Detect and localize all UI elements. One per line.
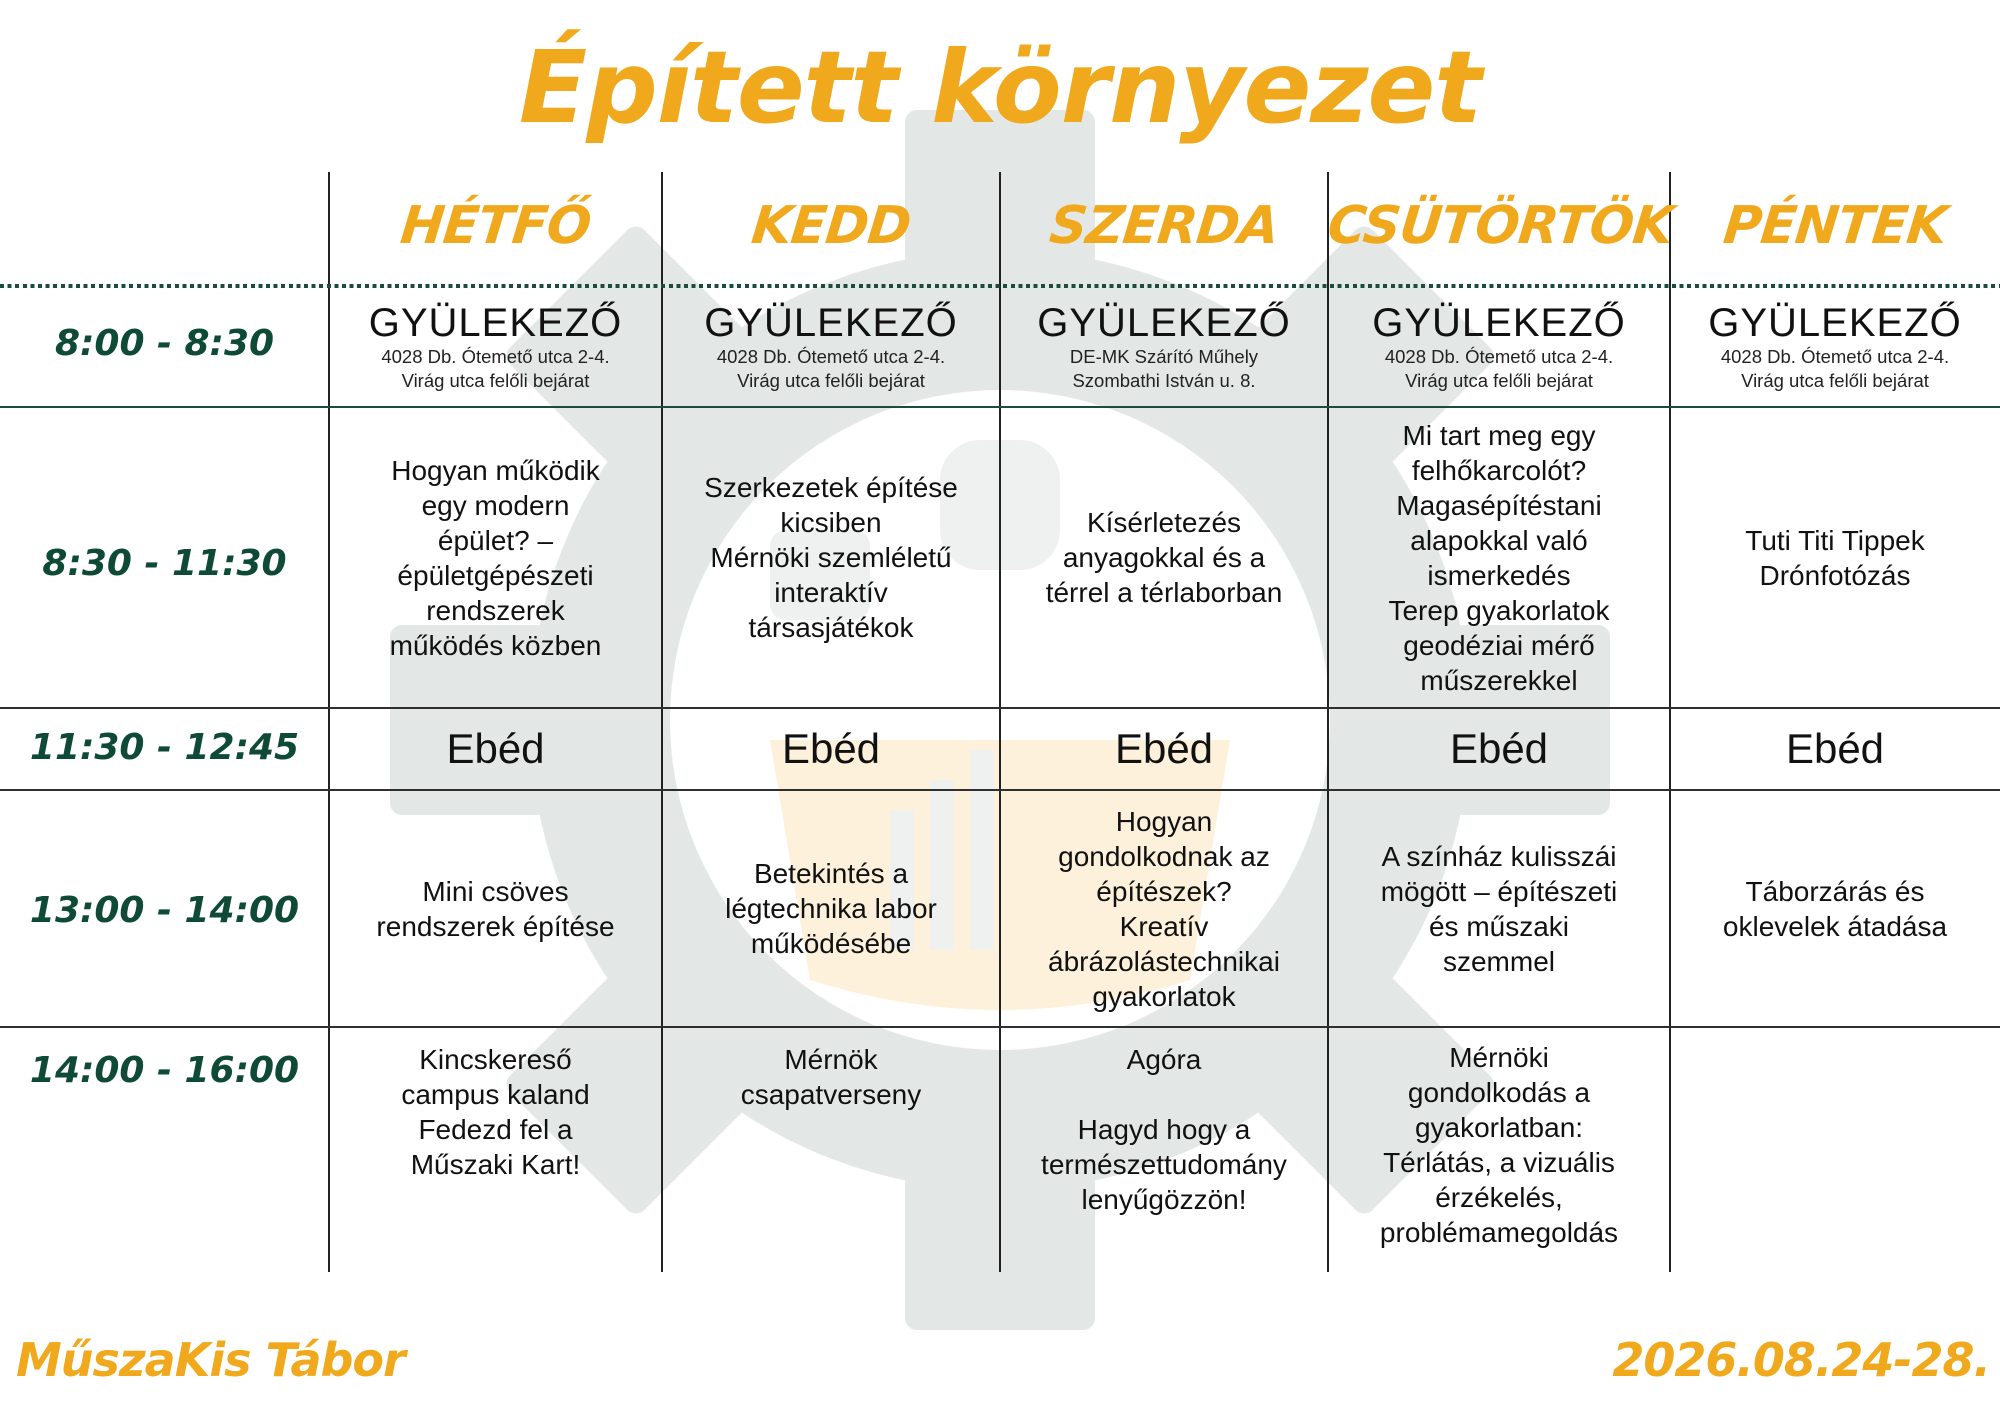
activity-line: szemmel bbox=[1442, 945, 1555, 977]
activity-line: problémamegoldás bbox=[1379, 1217, 1619, 1248]
activity-line: Szerkezetek építése bbox=[704, 472, 958, 503]
activity-line: geodéziai mérő bbox=[1403, 629, 1595, 661]
activity-line: Mini csöves bbox=[422, 875, 569, 907]
gathering-cell bbox=[1328, 288, 1670, 406]
activity-line: Hogyan bbox=[1115, 805, 1213, 837]
activity-line: interaktív bbox=[774, 577, 888, 608]
activity-line: rendszerek bbox=[426, 594, 565, 626]
time-label: 14:00 - 16:00 bbox=[29, 1050, 300, 1091]
gathering-address: Virág utca felőli bejárat bbox=[1405, 370, 1593, 391]
lunch-cell: Ebéd bbox=[781, 725, 881, 772]
day-header-thursday: CSÜTÖRTÖK bbox=[1324, 196, 1676, 256]
lunch-cell: Ebéd bbox=[1449, 725, 1549, 772]
late-afternoon-cell bbox=[1328, 1028, 1670, 1272]
activity-line: Kreatív bbox=[1119, 910, 1209, 942]
activity-line: Térlátás, a vizuális bbox=[1383, 1147, 1615, 1178]
activity-line: épület? – bbox=[437, 524, 554, 556]
gathering-cell bbox=[662, 288, 1000, 406]
activity-line: A színház kulisszái bbox=[1381, 840, 1617, 872]
activity-line: felhőkarcolót? bbox=[1411, 454, 1587, 486]
early-afternoon-cell bbox=[1670, 791, 2000, 1026]
activity-line: Táborzárás és bbox=[1745, 875, 1925, 907]
gathering-cell bbox=[1000, 288, 1328, 406]
activity-line: épületgépészeti bbox=[397, 559, 594, 591]
activity-line: Mi tart meg egy bbox=[1402, 419, 1596, 451]
activity-line: mögött – építészeti bbox=[1380, 875, 1618, 907]
gathering-cell bbox=[1670, 288, 2000, 406]
gathering-cell bbox=[329, 288, 662, 406]
activity-line: Hagyd hogy a bbox=[1077, 1114, 1251, 1145]
activity-line: csapatverseny bbox=[740, 1079, 922, 1110]
activity-line: gyakorlatban: bbox=[1414, 1112, 1584, 1143]
gathering-address: Szombathi István u. 8. bbox=[1072, 370, 1256, 391]
activity-line: Fedezd fel a bbox=[418, 1114, 573, 1145]
activity-line: Mérnöki bbox=[1449, 1042, 1549, 1073]
activity-line: rendszerek építése bbox=[376, 910, 615, 942]
activity-line: műszerekkel bbox=[1420, 664, 1578, 696]
activity-line: lenyűgözzön! bbox=[1081, 1184, 1247, 1215]
gathering-title: GYÜLEKEZŐ bbox=[1037, 301, 1291, 345]
lunch-cell: Ebéd bbox=[446, 725, 545, 772]
activity-line: campus kaland bbox=[401, 1079, 590, 1110]
day-header-friday: PÉNTEK bbox=[1720, 196, 1950, 256]
activity-line: Kincskereső bbox=[419, 1044, 572, 1075]
activity-line: kicsiben bbox=[780, 507, 882, 538]
activity-line: légtechnika labor bbox=[725, 893, 937, 924]
activity-line: Mérnök bbox=[784, 1044, 878, 1075]
activity-line: alapokkal való bbox=[1410, 524, 1588, 556]
morning-cell bbox=[1000, 408, 1328, 707]
morning-cell bbox=[1670, 408, 2000, 707]
day-header-monday: HÉTFŐ bbox=[397, 196, 594, 256]
activity-line: érzékelés, bbox=[1435, 1182, 1563, 1213]
activity-line: Betekintés a bbox=[753, 858, 909, 889]
gathering-address: 4028 Db. Ótemető utca 2-4. bbox=[1720, 346, 1950, 367]
lunch-cell: Ebéd bbox=[1785, 725, 1885, 772]
activity-line: Hogyan működik bbox=[391, 454, 600, 486]
activity-line: működés közben bbox=[389, 629, 602, 661]
activity-line: Tuti Titi Tippek bbox=[1745, 524, 1925, 556]
activity-line: Terep gyakorlatok bbox=[1388, 594, 1610, 626]
activity-line: építészek? bbox=[1096, 875, 1232, 907]
gathering-title: GYÜLEKEZŐ bbox=[1708, 301, 1962, 345]
activity-line: működésébe bbox=[750, 928, 912, 959]
gathering-address: Virág utca felőli bejárat bbox=[1741, 370, 1929, 391]
activity-line: és műszaki bbox=[1428, 910, 1570, 942]
time-label: 13:00 - 14:00 bbox=[29, 890, 300, 931]
gathering-address: 4028 Db. Ótemető utca 2-4. bbox=[381, 346, 610, 367]
late-afternoon-cell bbox=[329, 1028, 662, 1272]
camp-dates: 2026.08.24-28. bbox=[1612, 1333, 1990, 1387]
gathering-title: GYÜLEKEZŐ bbox=[1372, 301, 1626, 345]
activity-line: Magasépítéstani bbox=[1396, 489, 1602, 521]
time-label: 8:00 - 8:30 bbox=[54, 323, 275, 364]
activity-line: Drónfotózás bbox=[1759, 559, 1911, 591]
gathering-address: DE-MK Szárító Műhely bbox=[1069, 346, 1259, 367]
gathering-title: GYÜLEKEZŐ bbox=[704, 301, 958, 345]
time-label: 11:30 - 12:45 bbox=[29, 727, 300, 768]
morning-cell bbox=[1328, 408, 1670, 707]
activity-line: természettudomány bbox=[1041, 1149, 1287, 1180]
activity-line: térrel a térlaborban bbox=[1045, 577, 1283, 608]
late-afternoon-cell bbox=[662, 1028, 1000, 1272]
page-title: Épített környezet bbox=[518, 29, 1482, 146]
morning-cell bbox=[662, 408, 1000, 707]
activity-line: Kísérletezés bbox=[1086, 507, 1242, 538]
late-afternoon-cell bbox=[1000, 1028, 1328, 1272]
activity-line: anyagokkal és a bbox=[1062, 542, 1266, 573]
morning-cell bbox=[329, 408, 662, 707]
activity-line: gondolkodnak az bbox=[1058, 840, 1270, 872]
gathering-address: Virág utca felőli bejárat bbox=[401, 370, 590, 391]
activity-line: gondolkodás a bbox=[1407, 1077, 1591, 1108]
activity-line: társasjátékok bbox=[748, 612, 914, 643]
lunch-cell: Ebéd bbox=[1114, 725, 1214, 772]
gathering-title: GYÜLEKEZŐ bbox=[368, 301, 623, 345]
activity-line: Agóra bbox=[1126, 1044, 1202, 1075]
gathering-address: 4028 Db. Ótemető utca 2-4. bbox=[1384, 346, 1614, 367]
late-afternoon-cell-empty bbox=[1670, 1028, 2000, 1272]
activity-line: egy modern bbox=[421, 489, 570, 521]
activity-line: Mérnöki szemléletű bbox=[710, 542, 952, 573]
time-label: 8:30 - 11:30 bbox=[42, 543, 287, 584]
activity-line: Műszaki Kart! bbox=[410, 1149, 581, 1180]
activity-line: ábrázolástechnikai bbox=[1048, 945, 1280, 977]
day-header-tuesday: KEDD bbox=[748, 196, 914, 256]
activity-line: gyakorlatok bbox=[1092, 980, 1236, 1012]
early-afternoon-cell bbox=[329, 791, 662, 1026]
gathering-address: Virág utca felőli bejárat bbox=[737, 370, 925, 391]
camp-name: MűszaKis Tábor bbox=[16, 1333, 405, 1387]
early-afternoon-cell bbox=[662, 791, 1000, 1026]
early-afternoon-cell bbox=[1328, 791, 1670, 1026]
gathering-address: 4028 Db. Ótemető utca 2-4. bbox=[716, 346, 946, 367]
activity-line: oklevelek átadása bbox=[1722, 910, 1948, 942]
activity-line: ismerkedés bbox=[1427, 559, 1571, 591]
day-header-wednesday: SZERDA bbox=[1046, 196, 1282, 256]
early-afternoon-cell bbox=[1000, 791, 1328, 1026]
